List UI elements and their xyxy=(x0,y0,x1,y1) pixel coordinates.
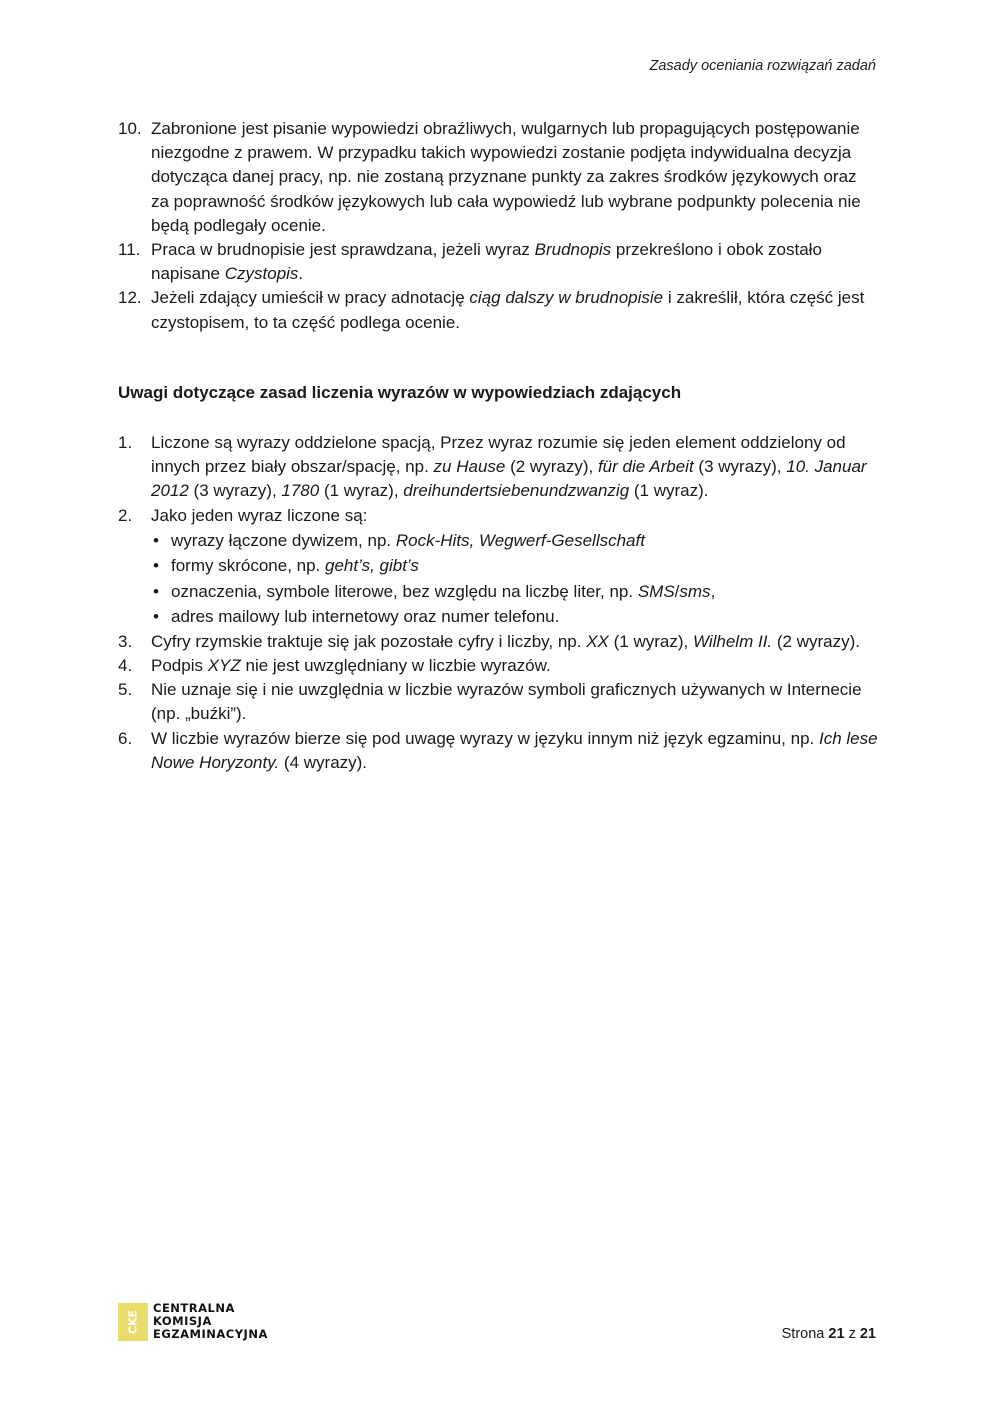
cke-logo xyxy=(118,1302,268,1341)
logo-mark: CKE xyxy=(118,1303,148,1341)
list-item-text: Jeżeli zdający umieścił w pracy adnotację ciąg dalszy w brudnopisie i zakreślił, która część jest czystopisem, to ta część podlega ocenie. xyxy=(151,288,865,332)
bullet-item: • wyrazy łączone dywizem, np. Rock-Hits, Wegwerf-Gesellschaft xyxy=(151,528,878,554)
bullet-icon: • xyxy=(153,556,159,576)
list-number: 10. xyxy=(118,119,142,138)
section-heading: Uwagi dotyczące zasad liczenia wyrazów w wypowiedziach zdających xyxy=(118,383,682,402)
list-item xyxy=(118,654,878,678)
bullet-list xyxy=(151,528,878,630)
list-item xyxy=(118,504,878,630)
list-item xyxy=(118,238,878,286)
list-number: 12. xyxy=(118,288,142,308)
list-item-text: Nie uznaje się i nie uwzględnia w liczbie wyrazów symboli graficznych używanych w Internecie (np. „buźki”). xyxy=(151,680,862,724)
list-number: 1. xyxy=(118,433,133,452)
list-number: 11. xyxy=(118,240,141,260)
list-item-text: Liczone są wyrazy oddzielone spacją, Przez wyraz rozumie się jeden element oddzielony od innych przez biały obszar/spację, np. zu Hause (2 wyrazy), für die Arbeit (3 wyrazy), 10. Januar 2012 (3 wyrazy), 1780 (1 wyraz), dreihundertsiebenundzwanzig (1 wyraz). xyxy=(151,433,867,501)
list-item xyxy=(118,678,878,726)
bullet-item: • oznaczenia, symbole literowe, bez względu na liczbę liter, np. SMS/sms, xyxy=(151,579,878,605)
running-header: Zasady oceniania rozwiązań zadań xyxy=(649,58,876,74)
list-number: 5. xyxy=(118,680,133,700)
bullet-item: • formy skrócone, np. geht’s, gibt’s xyxy=(151,553,878,579)
list-item-text: Podpis XYZ nie jest uwzględniany w liczbie wyrazów. xyxy=(151,656,551,676)
bullet-item: • adres mailowy lub internetowy oraz numer telefonu. xyxy=(151,604,878,630)
list-item-text: Jako jeden wyraz liczone są: xyxy=(151,505,368,525)
rules-list xyxy=(118,117,878,335)
word-count-rules-list xyxy=(118,431,878,775)
bullet-icon: • xyxy=(153,607,159,627)
list-item xyxy=(118,630,878,654)
list-number: 6. xyxy=(118,728,133,748)
list-item xyxy=(118,431,878,504)
list-item-text: Zabronione jest pisanie wypowiedzi obraźliwych, wulgarnych lub propagujących postępowanie niezgodne z prawem. W przypadku takich wypowiedzi zostanie podjęta indywidualna decyzja dotycząca danej pracy, np. nie zostaną przyznane punkty za zakres środków językowych oraz za poprawność środków językowych lub cała wypowiedź lub wybrane podpunkty polecenia nie będą podlegały ocenie. xyxy=(151,119,861,235)
list-item xyxy=(118,117,878,238)
page-number: Strona 21 z 21 xyxy=(781,1326,876,1342)
bullet-icon: • xyxy=(153,530,159,550)
list-item-text: Praca w brudnopisie jest sprawdzana, jeżeli wyraz Brudnopis przekreślono i obok zostało napisane Czystopis. xyxy=(151,240,822,284)
logo-text: CENTRALNA KOMISJA EGZAMINACYJNA xyxy=(153,1301,268,1341)
list-number: 2. xyxy=(118,505,133,525)
list-number: 4. xyxy=(118,656,133,676)
list-number: 3. xyxy=(118,631,133,651)
list-item-text: W liczbie wyrazów bierze się pod uwagę wyrazy w języku innym niż język egzaminu, np. Ich lese Nowe Horyzonty. (4 wyrazy). xyxy=(151,728,878,772)
list-item xyxy=(118,286,878,334)
bullet-icon: • xyxy=(153,581,159,601)
list-item xyxy=(118,727,878,775)
list-item-text: Cyfry rzymskie traktuje się jak pozostałe cyfry i liczby, np. XX (1 wyraz), Wilhelm II. (2 wyrazy). xyxy=(151,631,860,651)
